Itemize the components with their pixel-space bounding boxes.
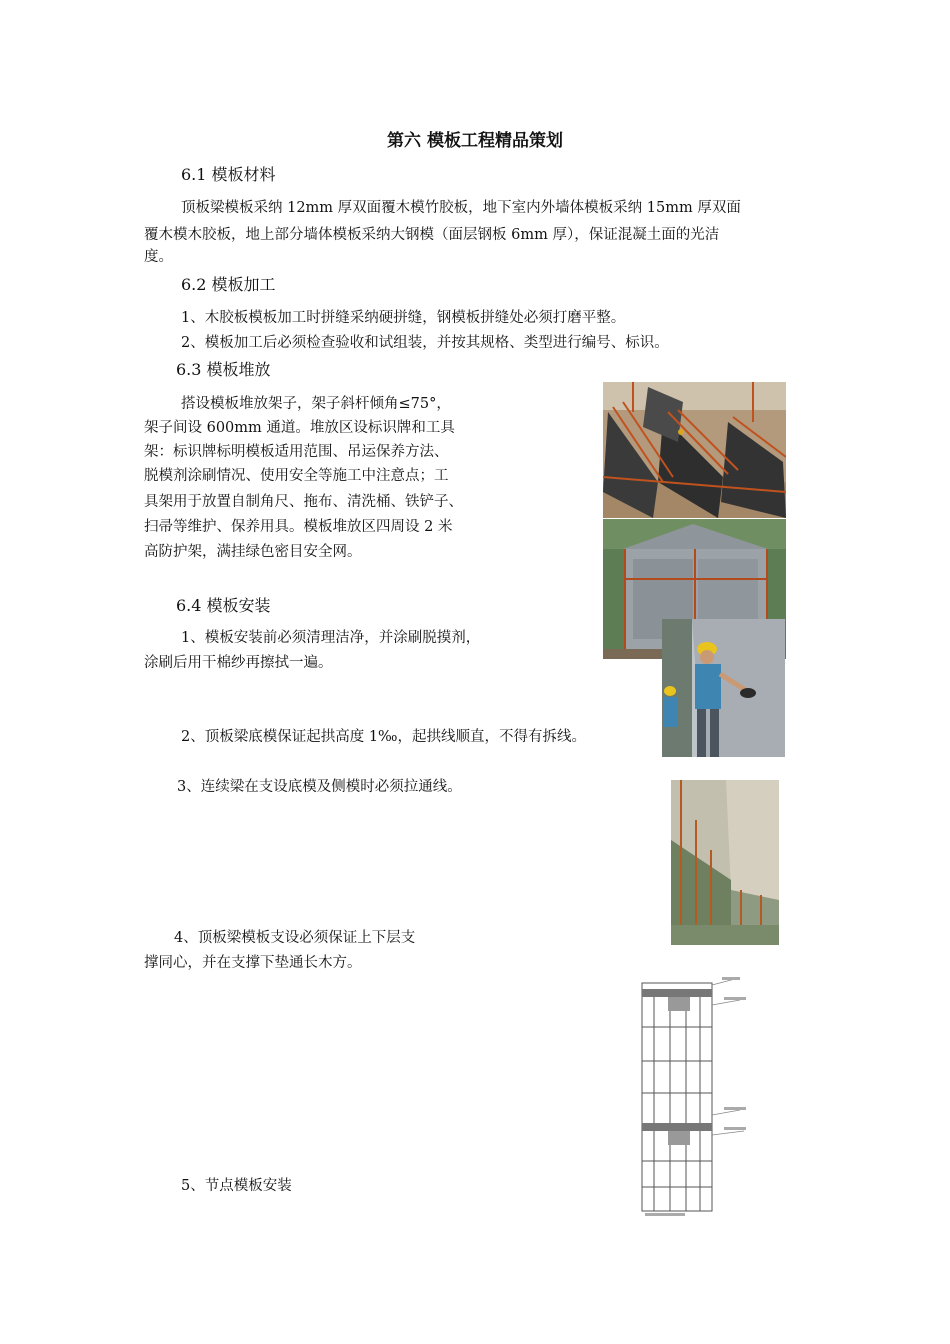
- s64-item-2: 2、顶板梁底模保证起拱高度 1‰，起拱线顺直，不得有拆线。: [181, 729, 587, 745]
- continuous-beam-formwork-photo: [671, 780, 779, 945]
- section-6-2-heading: 6.2 模板加工: [181, 275, 276, 294]
- section-6-1-heading: 6.1 模板材料: [181, 165, 276, 184]
- s63-line-2: 架子间设 600mm 通道。堆放区设标识牌和工具: [144, 420, 455, 436]
- s62-item-2: 2、模板加工后必须检查验收和试组装，并按其规格、类型进行编号、标识。: [181, 335, 669, 351]
- s63-line-7: 高防护架，满挂绿色密目安全网。: [144, 544, 362, 560]
- s64-item-5: 5、节点模板安装: [181, 1178, 292, 1194]
- support-alignment-drawing: [640, 975, 750, 1220]
- s61-line-1: 顶板梁模板采纳 12mm 厚双面覆木模竹胶板，地下室内外墙体模板采纳 15mm 厚双面: [181, 200, 741, 216]
- page-title: 第六 模板工程精品策划: [387, 131, 563, 151]
- s64-item1-line-2: 涂刷后用干棉纱再擦拭一遍。: [144, 655, 333, 671]
- s64-item1-line-1: 1、模板安装前必须清理洁净，并涂刷脱摸剂，: [181, 630, 481, 646]
- s63-line-5: 具架用于放置自制角尺、拖布、清洗桶、铁铲子、: [144, 494, 463, 510]
- s64-item4-line-1: 4、顶板梁模板支设必须保证上下层支: [174, 930, 416, 946]
- s61-line-2: 覆木模木胶板，地上部分墙体模板采纳大钢模（面层钢板 6mm 厚），保证混凝土面的光洁: [144, 227, 720, 243]
- section-6-4-heading: 6.4 模板安装: [176, 596, 271, 615]
- s64-item4-line-2: 撑同心，并在支撑下垫通长木方。: [144, 955, 362, 971]
- workers-cleaning-formwork-photo: [662, 619, 785, 757]
- s63-line-4: 脱模剂涂刷情况、使用安全等施工中注意点；工: [144, 468, 449, 484]
- formwork-storage-photo: [603, 382, 786, 518]
- s61-line-3: 度。: [144, 249, 173, 265]
- s64-item-3: 3、连续梁在支设底模及侧模时必须拉通线。: [177, 779, 462, 795]
- s63-line-6: 扫帚等维护、保养用具。模板堆放区四周设 2 米: [144, 519, 453, 535]
- s63-line-3: 架：标识牌标明模板适用范围、吊运保养方法、: [144, 444, 449, 460]
- s63-line-1: 搭设模板堆放架子，架子斜杆倾角≤75°，: [181, 396, 451, 412]
- section-6-3-heading: 6.3 模板堆放: [176, 360, 271, 379]
- s62-item-1: 1、木胶板模板加工时拼缝采纳硬拼缝，钢模板拼缝处必须打磨平整。: [181, 310, 626, 326]
